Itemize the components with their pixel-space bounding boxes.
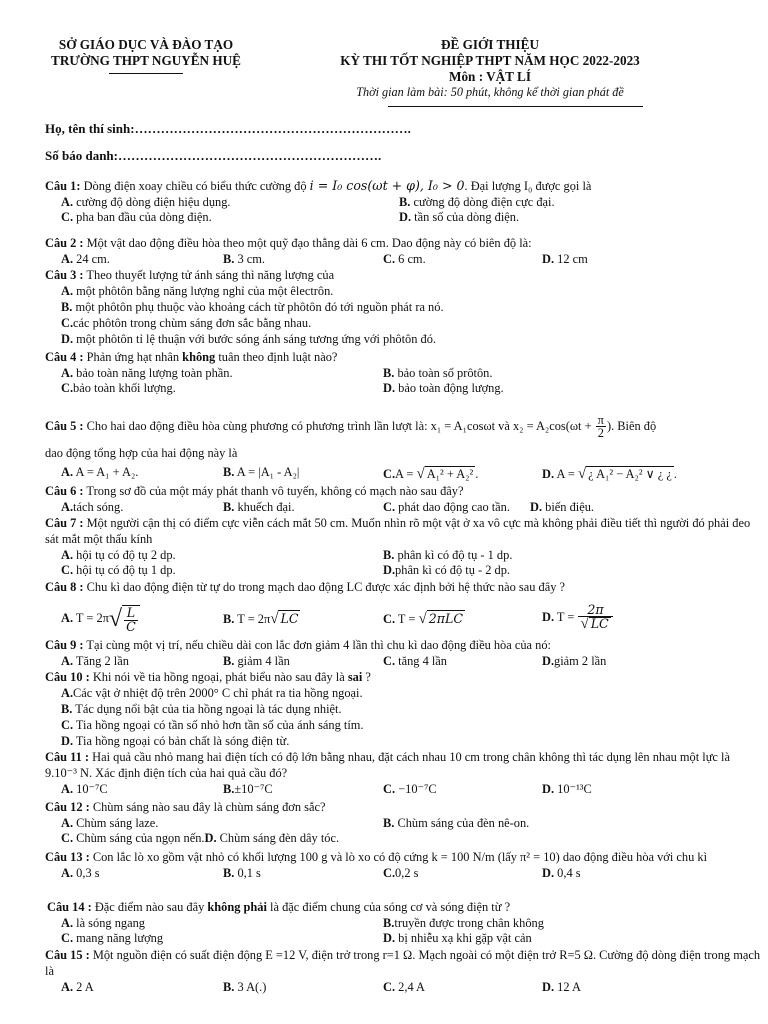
option-a[interactable]: A. 2 A xyxy=(61,979,94,994)
option-c[interactable]: C. Chùm sáng của ngọn nến. xyxy=(61,830,205,845)
header-left-rule xyxy=(109,73,183,74)
question-9 xyxy=(45,638,761,669)
question-7 xyxy=(45,516,761,578)
options-row xyxy=(45,782,761,797)
question-6 xyxy=(45,484,761,515)
options-row xyxy=(45,195,761,210)
question-4 xyxy=(45,350,761,396)
option-a[interactable]: A. 10⁻⁷C xyxy=(61,781,108,796)
options-row xyxy=(45,654,761,669)
option-b[interactable]: B. Tác dụng nổi bật của tia hồng ngoại là tác dụng nhiệt. xyxy=(61,701,342,716)
option-c[interactable]: C. −10⁻⁷C xyxy=(383,781,437,796)
option-c[interactable]: C. hội tụ có độ tụ 1 dp. xyxy=(61,562,176,577)
options-row xyxy=(47,931,763,946)
question-11 xyxy=(45,750,761,797)
options-row xyxy=(45,866,761,881)
question-stem: Câu 14 : Đặc điểm nào sau đây không phải là đặc điểm chung của sóng cơ và sóng điện từ ? xyxy=(47,900,511,914)
option-b[interactable]: B.±10⁻⁷C xyxy=(223,781,273,796)
option-d[interactable]: D.giảm 2 lần xyxy=(542,653,607,668)
option-b[interactable]: B.truyền được trong chân không xyxy=(383,915,544,930)
question-2 xyxy=(45,236,761,267)
options-row xyxy=(45,366,761,381)
question-stem: Câu 4 : Phản ứng hạt nhân không tuân theo định luật nào? xyxy=(45,350,338,364)
option-c[interactable]: C.bảo toàn khối lượng. xyxy=(61,380,176,395)
question-stem: Câu 10 : Khi nói về tia hồng ngoại, phát biểu nào sau đây là sai ? xyxy=(45,670,371,684)
question-number: Câu 1: xyxy=(45,179,81,193)
option-c[interactable]: C. 6 cm. xyxy=(383,251,426,266)
option-d[interactable]: D. A = √ ¿ A₁² − A₂² ∨ ¿ ¿ . xyxy=(542,465,678,482)
option-d[interactable]: D. 12 A xyxy=(542,979,581,994)
option-b[interactable]: B. khuếch đại. xyxy=(223,499,295,514)
option-d[interactable]: D. biến điệu. xyxy=(530,499,595,514)
option-a[interactable]: A. Chùm sáng laze. xyxy=(61,815,159,830)
option-b[interactable]: B. 0,1 s xyxy=(223,865,261,880)
exam-name: KỲ THI TỐT NGHIỆP THPT NĂM HỌC 2022-2023 xyxy=(340,53,640,69)
options-row xyxy=(45,548,761,563)
option-c[interactable]: C. Tia hồng ngoại có tần số nhỏ hơn tần số của ánh sáng tím. xyxy=(61,717,364,732)
header-right-rule xyxy=(388,106,643,107)
options-row xyxy=(45,465,761,483)
options-row xyxy=(47,916,763,931)
question-1 xyxy=(45,178,761,225)
options-row xyxy=(45,381,761,396)
option-a[interactable]: A. hội tụ có độ tụ 2 dp. xyxy=(61,547,176,562)
formula: i = I₀ cos(ωt + φ), I₀ > 0 xyxy=(309,178,465,193)
option-b[interactable]: B. 3 A(.) xyxy=(223,979,267,994)
option-a[interactable]: A.Các vật ở nhiệt độ trên 2000° C chỉ phát ra tia hồng ngoại. xyxy=(61,685,363,700)
option-b[interactable]: B. A = |A₁ - A₂| xyxy=(223,464,300,479)
option-a[interactable]: A. bảo toàn năng lượng toàn phần. xyxy=(61,365,233,380)
option-b[interactable]: B. Chùm sáng của đèn nê-on. xyxy=(383,815,530,830)
option-b[interactable]: B. bảo toàn số prôtôn. xyxy=(383,365,493,380)
student-name-line: Họ, tên thí sinh:………………………………………………………. xyxy=(45,121,411,136)
subject: Môn : VẬT LÍ xyxy=(449,69,531,85)
option-d[interactable]: D. 12 cm xyxy=(542,251,588,266)
option-c[interactable]: C. T = √ 2πLC xyxy=(383,610,463,627)
option-c[interactable]: C.các phôtôn trong chùm sáng đơn sắc bằng nhau. xyxy=(61,315,312,330)
question-3 xyxy=(45,268,761,347)
options-row xyxy=(45,252,761,267)
header-right xyxy=(280,37,700,107)
option-a[interactable]: A. 24 cm. xyxy=(61,251,110,266)
question-14 xyxy=(47,900,763,946)
options-row xyxy=(45,596,761,640)
question-15 xyxy=(45,948,761,995)
question-12 xyxy=(45,800,761,847)
option-a[interactable]: A. A = A₁ + A₂. xyxy=(61,464,139,479)
option-a[interactable]: A. 0,3 s xyxy=(61,865,100,880)
option-d[interactable]: D. 10⁻¹³C xyxy=(542,781,592,796)
option-d[interactable]: D.phân kì có độ tụ - 2 dp. xyxy=(383,562,510,577)
option-b[interactable]: B. T = 2π√ LC xyxy=(223,610,299,627)
department-name: SỞ GIÁO DỤC VÀ ĐÀO TẠO xyxy=(58,37,234,52)
time-note: Thời gian làm bài: 50 phút, không kể thời gian phát đề xyxy=(356,85,624,100)
option-b[interactable]: B. cường độ dòng điện cực đại. xyxy=(399,194,555,209)
option-a[interactable]: A. là sóng ngang xyxy=(61,915,145,930)
option-b[interactable]: B. phân kì có độ tụ - 1 dp. xyxy=(383,547,513,562)
question-stem: Câu 3 : Theo thuyết lượng tử ánh sáng thì năng lượng của xyxy=(45,268,335,282)
option-a[interactable]: A. cường độ dòng điện hiệu dụng. xyxy=(61,194,231,209)
question-stem: Câu 8 : Chu kì dao động điện từ tự do trong mạch dao động LC được xác định bởi hệ thức nào sau đây ? xyxy=(45,580,566,594)
option-d[interactable]: D. bị nhiễu xạ khi gặp vật cản xyxy=(383,930,532,945)
question-stem: Câu 11 : Hai quả cầu nhỏ mang hai điện tích có độ lớn bằng nhau, đặt cách nhau 10 cm trong chân không thì tác dụng lên nhau một lực là 9.10⁻³ N. Xác định điện tích của hai quả cầu đó? xyxy=(45,750,730,780)
question-stem: Câu 12 : Chùm sáng nào sau đây là chùm sáng đơn sắc? xyxy=(45,800,326,814)
question-10 xyxy=(45,670,761,749)
option-a[interactable]: A. T = 2π√ $\frac{L}{C}$ xyxy=(61,604,141,635)
options-row xyxy=(45,980,761,995)
question-stem: Câu 5 : Cho hai dao động điều hòa cùng phương có phương trình lần lượt là: x₁ = A₁cosωt và x₂ = A₂cos(ωt + $\frac{\pi}{2}$ ). Biên độ xyxy=(45,413,657,441)
question-5 xyxy=(45,414,761,483)
options-row xyxy=(45,816,761,831)
question-stem: Câu 6 : Trong sơ đồ của một máy phát thanh vô tuyến, không có mạch nào sau đây? xyxy=(45,484,464,498)
option-c[interactable]: C.0,2 s xyxy=(383,865,419,880)
question-13 xyxy=(45,850,761,881)
question-stem: Câu 2 : Một vật dao động điều hòa theo một quỹ đạo thẳng dài 6 cm. Dao động này có biên độ là: xyxy=(45,236,532,250)
exam-title: ĐỀ GIỚI THIỆU xyxy=(441,37,539,52)
option-a[interactable]: A. Tăng 2 lần xyxy=(61,653,129,668)
option-b[interactable]: B. một phôtôn phụ thuộc vào khoảng cách từ phôtôn đó tới nguồn phát ra nó. xyxy=(61,299,444,314)
options-row xyxy=(45,210,761,225)
option-c[interactable]: C. tăng 4 lần xyxy=(383,653,448,668)
question-stem: Câu 15 : Một nguồn điện có suất điện động E =12 V, điện trở trong r=1 Ω. Mạch ngoài có một điện trở R=5 Ω. Cường độ dòng điện trong mạch là xyxy=(45,948,761,978)
header-left xyxy=(36,37,256,74)
option-d[interactable]: D. một phôtôn tỉ lệ thuận với bước sóng ánh sáng tương ứng với phôtôn đó. xyxy=(61,331,437,346)
option-c[interactable]: C.A = √ A₁² + A₂² . xyxy=(383,465,479,482)
option-a[interactable]: A.tách sóng. xyxy=(61,499,124,514)
options-row xyxy=(45,563,761,578)
student-id-line: Số báo danh:……………………………………………………. xyxy=(45,148,382,163)
question-stem: Câu 9 : Tại cùng một vị trí, nếu chiều dài con lắc đơn giảm 4 lần thì chu kì dao động điều hòa của nó: xyxy=(45,638,551,652)
options-row xyxy=(45,500,761,515)
option-d[interactable]: D. tần số của dòng điện. xyxy=(399,209,520,224)
option-d[interactable]: D. Tia hồng ngoại có bản chất là sóng điện từ. xyxy=(61,733,290,748)
option-c[interactable]: C. 2,4 A xyxy=(383,979,425,994)
option-b[interactable]: B. 3 cm. xyxy=(223,251,266,266)
option-a[interactable]: A. một phôtôn bằng năng lượng nghỉ của một êlectrôn. xyxy=(61,283,334,298)
question-stem-cont: dao động tổng hợp của hai động này là xyxy=(45,445,238,460)
question-stem: Câu 7 : Một người cận thị có điểm cực viễn cách mắt 50 cm. Muốn nhìn rõ một vật ở xa vô cực mà không phải điều tiết thì người đó phải đeo sát mắt một thấu kính xyxy=(45,516,751,546)
option-d[interactable]: D. bảo toàn động lượng. xyxy=(383,380,504,395)
fraction: $\frac{\pi}{2}$ xyxy=(597,413,604,441)
option-d[interactable]: D. Chùm sáng đèn dây tóc. xyxy=(204,830,340,845)
option-d[interactable]: D. 0,4 s xyxy=(542,865,581,880)
option-c[interactable]: C. pha ban đầu của dòng điện. xyxy=(61,209,212,224)
options-row xyxy=(45,831,761,847)
option-c[interactable]: C. phát dao động cao tần. xyxy=(383,499,510,514)
option-c[interactable]: C. mang năng lượng xyxy=(61,930,164,945)
option-b[interactable]: B. giảm 4 lần xyxy=(223,653,290,668)
question-stem: Câu 1: Dòng điện xoay chiều có biểu thức cường độ i = I₀ cos(ωt + φ), I₀ > 0. Đại lượng I₀ được gọi là xyxy=(45,178,592,193)
school-name: TRƯỜNG THPT NGUYỄN HUỆ xyxy=(51,52,241,68)
question-8 xyxy=(45,580,761,640)
option-d[interactable]: D. T = $\frac{2\pi}{√ LC}$ xyxy=(542,604,614,633)
question-stem: Câu 13 : Con lắc lò xo gồm vật nhỏ có khối lượng 100 g và lò xo có độ cứng k = 100 N/m (lấy π² = 10) dao động điều hòa với chu kì xyxy=(45,850,708,864)
